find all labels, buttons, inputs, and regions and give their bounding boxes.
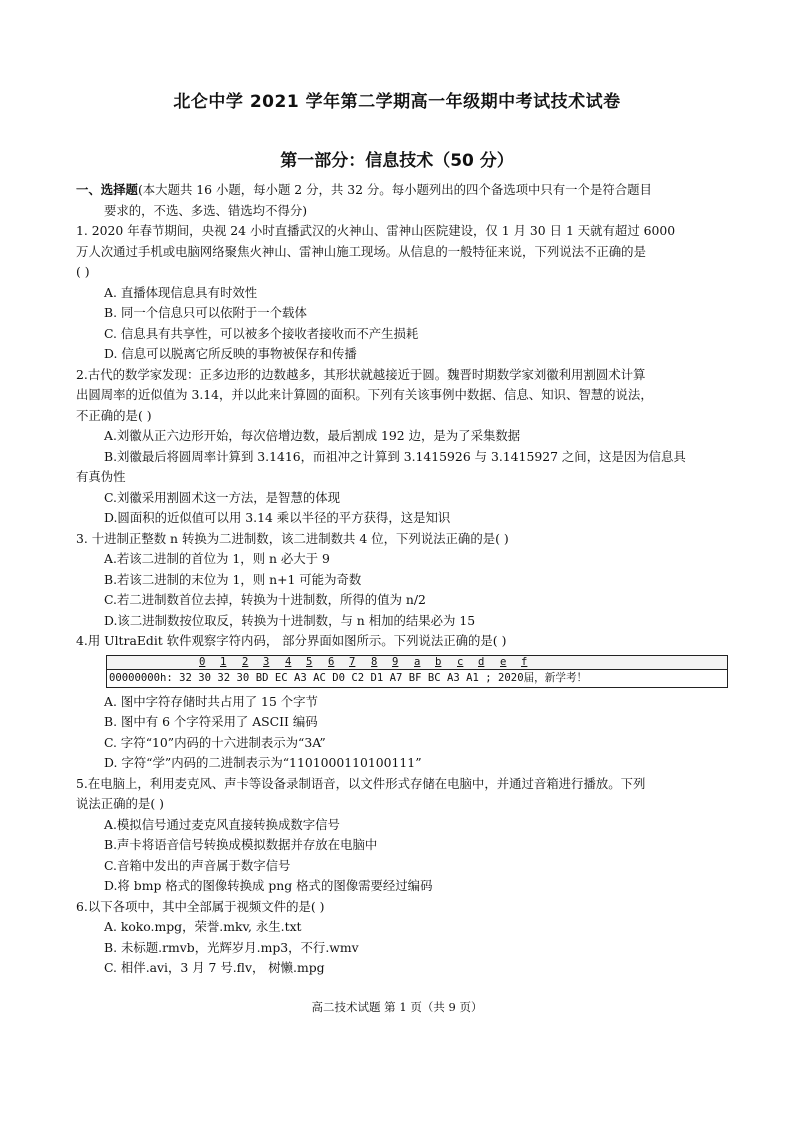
- option-c: C.刘徽采用割圆术这一方法，是智慧的体现: [104, 489, 341, 505]
- option-b: B. 图中有 6 个字符采用了 ASCII 编码: [104, 714, 318, 729]
- question-stem-line: 4.用 UltraEdit 软件观察字符内码， 部分界面如图所示。下列说法正确的是( ): [76, 633, 507, 648]
- question-3: [76, 529, 724, 632]
- section-instructions: [76, 180, 724, 201]
- option-d: D. 信息可以脱离它所反映的事物被保存和传播: [104, 346, 357, 361]
- option-c: C.若二进制数首位去掉，转换为十进制数，所得的值为 n/2: [104, 592, 426, 607]
- option-a: A. koko.mpg，荣誉.mkv, 永生.txt: [104, 919, 302, 934]
- option-c: C. 相伴.avi，3 月 7 号.flv， 树懒.mpg: [104, 960, 325, 975]
- hex-col-label: 6: [328, 655, 335, 668]
- option-c: C.音箱中发出的声音属于数字信号: [104, 857, 291, 873]
- hex-data-row: 00000000h: 32 30 32 30 BD EC A3 AC D0 C2 D1 A7 BF BC A3 A1 ; 2020届，新学考！: [109, 671, 588, 684]
- part-title: 第一部分：信息技术（50 分）: [280, 151, 514, 171]
- option-c: C. 信息具有共享性，可以被多个接收者接收而不产生损耗: [104, 325, 419, 341]
- question-stem-line: 万人次通过手机或电脑网络聚焦火神山、雷神山施工现场。从信息的一般特征来说，下列说法不正确的是: [76, 243, 646, 259]
- hex-col-label: 9: [392, 655, 399, 668]
- question-6: [76, 897, 724, 979]
- question-stem-line: ( ): [76, 264, 90, 279]
- hex-col-label: 4: [285, 655, 292, 668]
- option-a: A.若该二进制的首位为 1，则 n 必大于 9: [104, 551, 330, 566]
- section-instructions-line2: 要求的，不选、多选、错选均不得分): [104, 202, 308, 218]
- question-stem-line: 5.在电脑上，利用麦克风、声卡等设备录制语音，以文件形式存储在电脑中，并通过音箱进行播放。下列: [76, 775, 646, 791]
- page-footer: 高二技术试题 第 1 页（共 9 页）: [311, 1000, 483, 1014]
- section-heading: 一、选择题: [76, 182, 138, 197]
- hex-col-label: 2: [242, 655, 249, 668]
- hex-column-header: [107, 656, 727, 670]
- hex-col-label: 1: [220, 655, 227, 668]
- option-a: A.刘徽从正六边形开始，每次倍增边数，最后割成 192 边，是为了采集数据: [104, 428, 521, 443]
- option-b-continuation: 有真伪性: [76, 469, 126, 484]
- question-stem-line: 3. 十进制正整数 n 转换为二进制数，该二进制数共 4 位，下列说法正确的是( ): [76, 530, 509, 546]
- option-d: D.该二进制数按位取反，转换为十进制数，与 n 相加的结果必为 15: [104, 612, 476, 628]
- option-b: B.刘徽最后将圆周率计算到 3.1416，而祖冲之计算到 3.1415926 与 3.1415927 之间，这是因为信息具: [104, 448, 686, 464]
- hex-col-label: 3: [263, 655, 270, 668]
- hex-col-label: e: [500, 655, 507, 668]
- hex-col-label: 5: [306, 655, 313, 668]
- option-d: D.圆面积的近似值可以用 3.14 乘以半径的平方获得，这是知识: [104, 510, 451, 525]
- hex-col-label: 7: [349, 655, 356, 668]
- question-4: [76, 631, 724, 774]
- hex-col-label: c: [457, 655, 464, 668]
- hex-col-label: d: [478, 655, 485, 668]
- option-a: A. 图中字符存储时共占用了 15 个字节: [104, 693, 318, 709]
- hex-col-label: 0: [199, 655, 206, 668]
- hex-col-label: b: [435, 655, 442, 668]
- hex-col-label: a: [414, 655, 421, 668]
- hex-col-label: f: [521, 655, 528, 668]
- question-stem-line: 说法正确的是( ): [76, 796, 164, 811]
- option-d: D.将 bmp 格式的图像转换成 png 格式的图像需要经过编码: [104, 878, 433, 893]
- question-5: [76, 774, 724, 897]
- option-a: A. 直播体现信息具有时效性: [104, 284, 258, 300]
- option-b: B. 同一个信息只可以依附于一个载体: [104, 305, 307, 320]
- option-a: A.模拟信号通过麦克风直接转换成数字信号: [104, 816, 340, 832]
- exam-title: 北仑中学 2021 学年第二学期高一年级期中考试技术试卷: [173, 92, 621, 112]
- option-b: B.若该二进制的末位为 1，则 n+1 可能为奇数: [104, 571, 362, 587]
- question-stem-line: 2.古代的数学家发现：正多边形的边数越多，其形状就越接近于圆。魏晋时期数学家刘徽利用割圆术计算: [76, 366, 646, 382]
- ultraedit-hex-view: [106, 655, 728, 688]
- question-stem-line: 不正确的是( ): [76, 407, 152, 423]
- question-stem-line: 出圆周率的近似值为 3.14，并以此来计算圆的面积。下列有关该事例中数据、信息、知识、智慧的说法，: [76, 387, 653, 402]
- question-stem-line: 6.以下各项中，其中全部属于视频文件的是( ): [76, 898, 325, 914]
- section-instructions-line1: (本大题共 16 小题，每小题 2 分，共 32 分。每小题列出的四个备选项中只有一个是符合题目: [137, 182, 652, 197]
- option-b: B. 未标题.rmvb，光辉岁月.mp3，不行.wmv: [104, 939, 359, 955]
- question-1: [76, 221, 724, 365]
- question-2: [76, 365, 724, 529]
- exam-content: [76, 180, 724, 979]
- hex-col-label: 8: [371, 655, 378, 668]
- option-b: B.声卡将语音信号转换成模拟数据并存放在电脑中: [104, 837, 378, 852]
- option-d: D. 字符“学”内码的二进制表示为“1101000110100111”: [104, 755, 422, 770]
- option-c: C. 字符“10”内码的十六进制表示为“3A”: [104, 734, 326, 750]
- question-stem-line: 1. 2020 年春节期间，央视 24 小时直播武汉的火神山、雷神山医院建设，仅 1 月 30 日 1 天就有超过 6000: [76, 223, 676, 238]
